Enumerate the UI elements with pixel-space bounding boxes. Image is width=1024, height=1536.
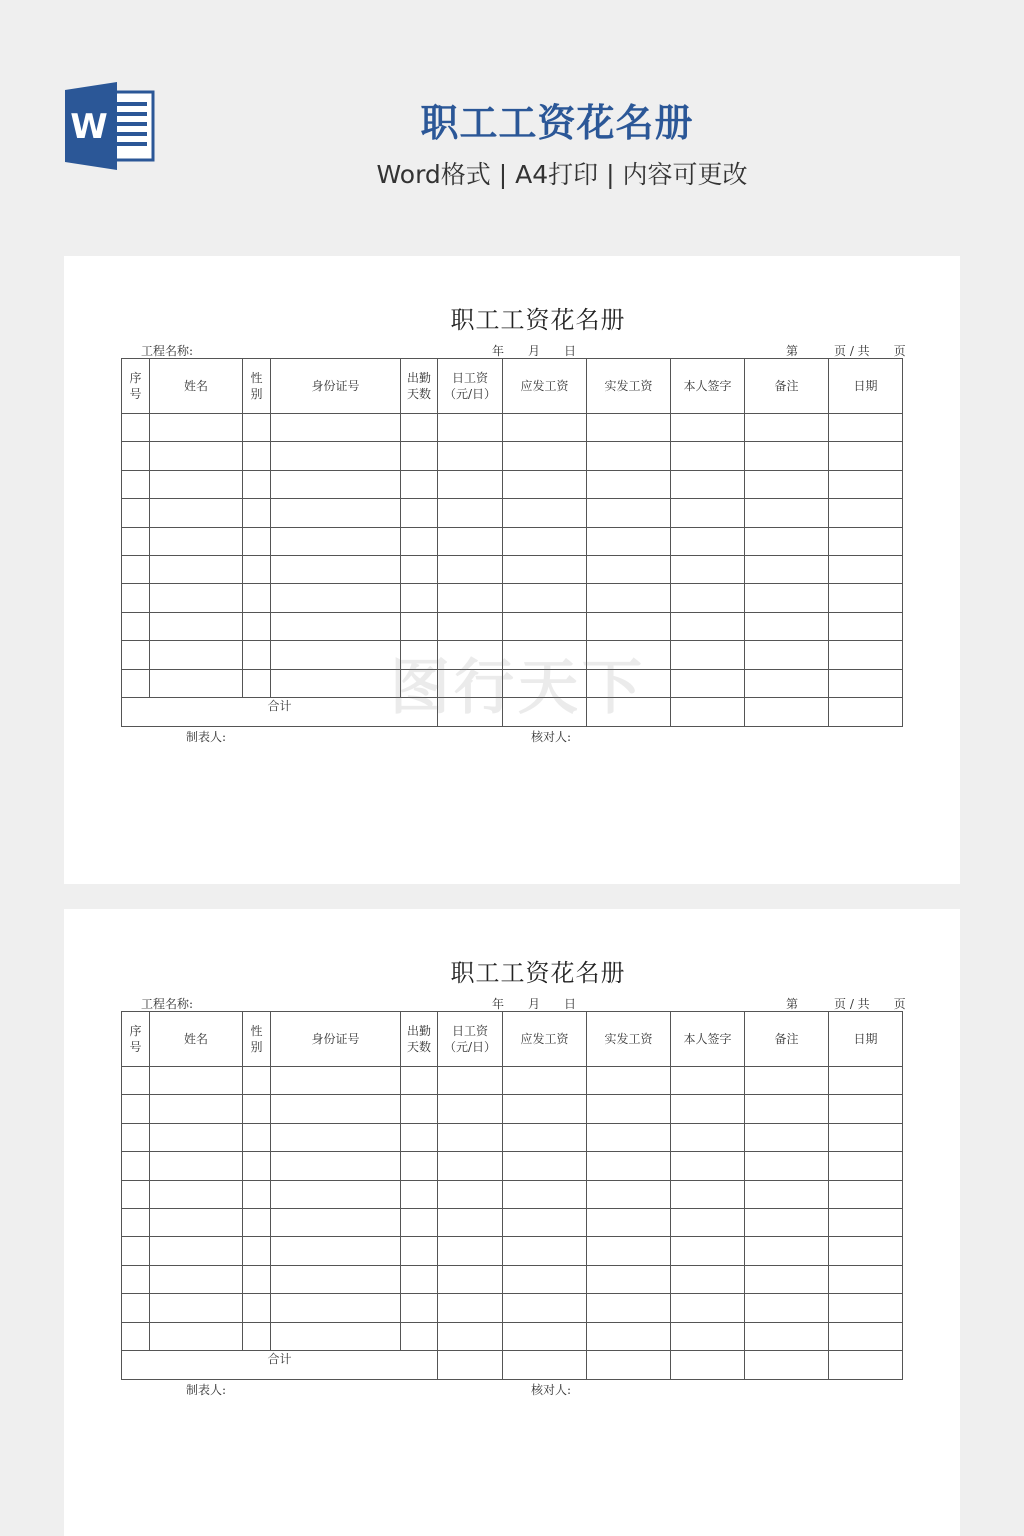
column-header: 日期 (829, 1012, 903, 1067)
table-cell[interactable] (587, 470, 671, 498)
column-header: 出勤 天数 (401, 359, 438, 414)
table-cell[interactable] (438, 1294, 503, 1322)
table-row (122, 1294, 903, 1322)
table-cell[interactable] (243, 1208, 271, 1236)
table-cell[interactable] (401, 1322, 438, 1350)
table-cell[interactable] (271, 1152, 401, 1180)
table-row (122, 414, 903, 442)
table-cell[interactable] (122, 1237, 150, 1265)
table-cell[interactable] (243, 1123, 271, 1151)
table-cell[interactable] (401, 555, 438, 583)
table-cell[interactable] (587, 555, 671, 583)
table-cell[interactable] (671, 527, 745, 555)
table-cell[interactable] (150, 612, 243, 640)
table-cell[interactable] (829, 1152, 903, 1180)
table-cell[interactable] (503, 1123, 587, 1151)
table-cell[interactable] (438, 1095, 503, 1123)
table-cell[interactable] (503, 527, 587, 555)
table-cell[interactable] (829, 1123, 903, 1151)
table-cell[interactable] (122, 470, 150, 498)
table-cell[interactable] (271, 1208, 401, 1236)
table-cell[interactable] (829, 1067, 903, 1095)
table-row (122, 442, 903, 470)
table-cell[interactable] (745, 499, 829, 527)
table-cell[interactable] (150, 1180, 243, 1208)
column-header: 序 号 (122, 359, 150, 414)
table-cell[interactable] (122, 442, 150, 470)
table-cell[interactable] (745, 1208, 829, 1236)
table-cell[interactable] (671, 612, 745, 640)
table-cell[interactable] (271, 669, 401, 697)
table-cell[interactable] (829, 555, 903, 583)
checker-label: 核对人: (531, 1383, 572, 1397)
table-cell[interactable] (150, 555, 243, 583)
table-cell[interactable] (271, 414, 401, 442)
table-cell[interactable] (438, 1322, 503, 1350)
table-cell[interactable] (122, 669, 150, 697)
table-cell[interactable] (438, 584, 503, 612)
sheet-page-1 (64, 256, 960, 884)
table-cell[interactable] (671, 1322, 745, 1350)
total-cell[interactable] (671, 1350, 745, 1379)
checker-label: 核对人: (531, 730, 572, 744)
table-cell[interactable] (150, 1265, 243, 1293)
table-cell[interactable] (671, 1294, 745, 1322)
table-cell[interactable] (503, 1152, 587, 1180)
table-cell[interactable] (243, 1322, 271, 1350)
table-cell[interactable] (503, 1208, 587, 1236)
table-cell[interactable] (503, 1067, 587, 1095)
table-cell[interactable] (745, 442, 829, 470)
table-cell[interactable] (671, 584, 745, 612)
table-cell[interactable] (829, 1095, 903, 1123)
table-cell[interactable] (745, 641, 829, 669)
table-cell[interactable] (271, 499, 401, 527)
table-cell[interactable] (671, 1237, 745, 1265)
table-cell[interactable] (587, 1322, 671, 1350)
table-cell[interactable] (243, 1180, 271, 1208)
svg-text:W: W (70, 107, 108, 147)
sheet-page-2 (64, 909, 960, 1536)
table-cell[interactable] (829, 1265, 903, 1293)
table-cell[interactable] (150, 1123, 243, 1151)
hero-title: 职工工资花名册 (420, 101, 694, 145)
table-cell[interactable] (271, 1180, 401, 1208)
table-cell[interactable] (671, 1095, 745, 1123)
total-cell[interactable] (587, 1350, 671, 1379)
table-cell[interactable] (122, 1180, 150, 1208)
table-cell[interactable] (587, 499, 671, 527)
table-cell[interactable] (829, 1294, 903, 1322)
table-cell[interactable] (150, 1294, 243, 1322)
total-cell[interactable] (829, 697, 903, 726)
table-cell[interactable] (503, 414, 587, 442)
table-cell[interactable] (401, 470, 438, 498)
table-cell[interactable] (122, 1294, 150, 1322)
table-cell[interactable] (271, 470, 401, 498)
table-row (122, 499, 903, 527)
table-cell[interactable] (587, 1095, 671, 1123)
table-cell[interactable] (587, 1208, 671, 1236)
total-label: 合计 (122, 1350, 438, 1379)
table-cell[interactable] (503, 442, 587, 470)
table-cell[interactable] (745, 1123, 829, 1151)
table-cell[interactable] (438, 1067, 503, 1095)
column-header: 本人签字 (671, 1012, 745, 1067)
column-header: 本人签字 (671, 359, 745, 414)
total-cell[interactable] (745, 697, 829, 726)
table-cell[interactable] (150, 584, 243, 612)
table-row (122, 1123, 903, 1151)
column-header: 实发工资 (587, 1012, 671, 1067)
table-cell[interactable] (401, 1123, 438, 1151)
table-cell[interactable] (829, 414, 903, 442)
table-cell[interactable] (150, 641, 243, 669)
table-cell[interactable] (122, 527, 150, 555)
column-header: 序 号 (122, 1012, 150, 1067)
table-cell[interactable] (150, 442, 243, 470)
preparer-label: 制表人: (186, 1383, 227, 1397)
table-cell[interactable] (829, 1180, 903, 1208)
table-cell[interactable] (671, 1123, 745, 1151)
table-row (122, 470, 903, 498)
table-cell[interactable] (243, 612, 271, 640)
table-cell[interactable] (243, 1067, 271, 1095)
table-cell[interactable] (438, 1152, 503, 1180)
table-cell[interactable] (122, 414, 150, 442)
table-cell[interactable] (122, 1123, 150, 1151)
table-cell[interactable] (438, 612, 503, 640)
table-cell[interactable] (829, 470, 903, 498)
table-cell[interactable] (671, 1180, 745, 1208)
table-cell[interactable] (745, 1152, 829, 1180)
table-cell[interactable] (401, 1180, 438, 1208)
table-row (122, 1180, 903, 1208)
table-cell[interactable] (243, 1265, 271, 1293)
table-cell[interactable] (438, 1180, 503, 1208)
table-cell[interactable] (271, 584, 401, 612)
table-cell[interactable] (438, 442, 503, 470)
table-cell[interactable] (122, 1152, 150, 1180)
table-cell[interactable] (503, 1095, 587, 1123)
table-cell[interactable] (122, 1265, 150, 1293)
column-header: 姓名 (150, 359, 243, 414)
table-cell[interactable] (438, 1123, 503, 1151)
table-cell[interactable] (745, 584, 829, 612)
table-cell[interactable] (271, 641, 401, 669)
table-cell[interactable] (243, 499, 271, 527)
column-header: 实发工资 (587, 359, 671, 414)
table-cell[interactable] (745, 1180, 829, 1208)
table-cell[interactable] (150, 669, 243, 697)
table-cell[interactable] (745, 470, 829, 498)
column-header: 性 别 (243, 359, 271, 414)
table-cell[interactable] (401, 1237, 438, 1265)
table-cell[interactable] (829, 527, 903, 555)
table-row (122, 1322, 903, 1350)
watermark: 图行天下 (390, 653, 646, 723)
page-label: 第 页 / 共 页 (786, 344, 906, 358)
table-cell[interactable] (438, 1265, 503, 1293)
word-icon (65, 82, 155, 170)
table-cell[interactable] (671, 499, 745, 527)
table-cell[interactable] (503, 584, 587, 612)
table-row (122, 555, 903, 583)
table-cell[interactable] (587, 612, 671, 640)
table-cell[interactable] (745, 555, 829, 583)
total-cell[interactable] (438, 1350, 503, 1379)
table-cell[interactable] (122, 641, 150, 669)
table-cell[interactable] (745, 612, 829, 640)
column-header: 身份证号 (271, 1012, 401, 1067)
table-cell[interactable] (829, 1208, 903, 1236)
table-cell[interactable] (271, 1123, 401, 1151)
table-cell[interactable] (401, 499, 438, 527)
table-cell[interactable] (829, 1237, 903, 1265)
table-cell[interactable] (243, 1095, 271, 1123)
table-cell[interactable] (271, 1095, 401, 1123)
table-cell[interactable] (243, 442, 271, 470)
table-cell[interactable] (271, 612, 401, 640)
table-cell[interactable] (150, 1322, 243, 1350)
table-cell[interactable] (587, 442, 671, 470)
project-name-label: 工程名称: (141, 997, 194, 1011)
table-cell[interactable] (745, 669, 829, 697)
table-cell[interactable] (587, 1237, 671, 1265)
table-cell[interactable] (122, 584, 150, 612)
table-cell[interactable] (671, 1152, 745, 1180)
table-cell[interactable] (438, 414, 503, 442)
table-cell[interactable] (503, 499, 587, 527)
table-cell[interactable] (122, 1095, 150, 1123)
table-cell[interactable] (745, 414, 829, 442)
table-row (122, 1095, 903, 1123)
table-cell[interactable] (243, 527, 271, 555)
table-cell[interactable] (671, 442, 745, 470)
project-name-label: 工程名称: (141, 344, 194, 358)
column-header: 日期 (829, 359, 903, 414)
table-cell[interactable] (671, 414, 745, 442)
date-label: 年 月 日 (492, 997, 577, 1011)
table-cell[interactable] (587, 1123, 671, 1151)
date-label: 年 月 日 (492, 344, 577, 358)
table-row (122, 1152, 903, 1180)
table-cell[interactable] (243, 555, 271, 583)
table-cell[interactable] (243, 1237, 271, 1265)
table-cell[interactable] (150, 527, 243, 555)
table-cell[interactable] (587, 1265, 671, 1293)
table-cell[interactable] (503, 1237, 587, 1265)
table-cell[interactable] (587, 527, 671, 555)
table-cell[interactable] (401, 1208, 438, 1236)
preparer-label: 制表人: (186, 730, 227, 744)
table-cell[interactable] (243, 1152, 271, 1180)
total-row (122, 1350, 903, 1379)
table-cell[interactable] (122, 1322, 150, 1350)
table-cell[interactable] (503, 612, 587, 640)
table-cell[interactable] (671, 1067, 745, 1095)
table-cell[interactable] (503, 470, 587, 498)
column-header: 姓名 (150, 1012, 243, 1067)
table-cell[interactable] (671, 1208, 745, 1236)
table-cell[interactable] (671, 1265, 745, 1293)
table-cell[interactable] (401, 1152, 438, 1180)
table-cell[interactable] (745, 1237, 829, 1265)
table-cell[interactable] (150, 1067, 243, 1095)
page-label: 第 页 / 共 页 (786, 997, 906, 1011)
table-cell[interactable] (271, 555, 401, 583)
table-cell[interactable] (671, 470, 745, 498)
table-cell[interactable] (401, 584, 438, 612)
table-cell[interactable] (829, 442, 903, 470)
column-header: 出勤 天数 (401, 1012, 438, 1067)
table-cell[interactable] (745, 1294, 829, 1322)
table-cell[interactable] (401, 1095, 438, 1123)
table-cell[interactable] (438, 527, 503, 555)
column-header: 日工资 （元/日） (438, 1012, 503, 1067)
table-cell[interactable] (243, 1294, 271, 1322)
payroll-table (121, 1011, 903, 1380)
table-cell[interactable] (401, 1265, 438, 1293)
table-cell[interactable] (150, 499, 243, 527)
table-cell[interactable] (829, 499, 903, 527)
hero-subtitle: Word格式 | A4打印 | 内容可更改 (376, 160, 748, 189)
table-cell[interactable] (122, 1067, 150, 1095)
table-cell[interactable] (243, 584, 271, 612)
table-cell[interactable] (150, 1095, 243, 1123)
table-cell[interactable] (122, 555, 150, 583)
sheet-title: 职工工资花名册 (450, 306, 626, 334)
table-cell[interactable] (122, 612, 150, 640)
table-cell[interactable] (122, 1208, 150, 1236)
table-cell[interactable] (271, 1322, 401, 1350)
column-header: 应发工资 (503, 359, 587, 414)
table-cell[interactable] (829, 584, 903, 612)
table-cell[interactable] (745, 1265, 829, 1293)
table-cell[interactable] (401, 414, 438, 442)
header-row (122, 1012, 903, 1067)
table-row (122, 1265, 903, 1293)
table-cell[interactable] (122, 499, 150, 527)
table-cell[interactable] (243, 669, 271, 697)
table-cell[interactable] (503, 555, 587, 583)
column-header: 日工资 （元/日） (438, 359, 503, 414)
table-row (122, 1208, 903, 1236)
table-cell[interactable] (438, 555, 503, 583)
table-cell[interactable] (271, 1237, 401, 1265)
column-header: 备注 (745, 359, 829, 414)
table-cell[interactable] (503, 1294, 587, 1322)
total-cell[interactable] (745, 1350, 829, 1379)
table-row (122, 1067, 903, 1095)
table-cell[interactable] (243, 414, 271, 442)
table-cell[interactable] (587, 414, 671, 442)
table-cell[interactable] (243, 641, 271, 669)
table-cell[interactable] (829, 669, 903, 697)
table-cell[interactable] (150, 1237, 243, 1265)
table-cell[interactable] (587, 584, 671, 612)
table-cell[interactable] (587, 1180, 671, 1208)
table-cell[interactable] (438, 470, 503, 498)
table-cell[interactable] (438, 1208, 503, 1236)
table-cell[interactable] (401, 442, 438, 470)
table-cell[interactable] (829, 612, 903, 640)
table-cell[interactable] (150, 470, 243, 498)
table-cell[interactable] (401, 1067, 438, 1095)
table-row (122, 612, 903, 640)
total-cell[interactable] (829, 1350, 903, 1379)
table-cell[interactable] (271, 442, 401, 470)
table-row (122, 584, 903, 612)
table-cell[interactable] (671, 555, 745, 583)
table-cell[interactable] (587, 1067, 671, 1095)
column-header: 性 别 (243, 1012, 271, 1067)
total-cell[interactable] (503, 1350, 587, 1379)
table-cell[interactable] (401, 1294, 438, 1322)
table-cell[interactable] (671, 641, 745, 669)
table-cell[interactable] (150, 1208, 243, 1236)
total-label: 合计 (122, 697, 438, 726)
table-cell[interactable] (150, 1152, 243, 1180)
column-header: 应发工资 (503, 1012, 587, 1067)
table-cell[interactable] (587, 1152, 671, 1180)
table-row (122, 1237, 903, 1265)
table-cell[interactable] (150, 414, 243, 442)
table-cell[interactable] (401, 527, 438, 555)
column-header: 备注 (745, 1012, 829, 1067)
table-cell[interactable] (271, 1067, 401, 1095)
table-cell[interactable] (438, 1237, 503, 1265)
table-cell[interactable] (503, 1322, 587, 1350)
column-header: 身份证号 (271, 359, 401, 414)
header-row (122, 359, 903, 414)
table-cell[interactable] (671, 669, 745, 697)
table-cell[interactable] (829, 641, 903, 669)
table-cell[interactable] (587, 1294, 671, 1322)
table-row (122, 527, 903, 555)
table-cell[interactable] (271, 527, 401, 555)
table-cell[interactable] (745, 1322, 829, 1350)
table-cell[interactable] (829, 1322, 903, 1350)
total-cell[interactable] (671, 697, 745, 726)
table-cell[interactable] (745, 527, 829, 555)
table-cell[interactable] (503, 1180, 587, 1208)
table-cell[interactable] (438, 499, 503, 527)
sheet-title: 职工工资花名册 (450, 959, 626, 987)
table-cell[interactable] (271, 1294, 401, 1322)
table-cell[interactable] (401, 612, 438, 640)
table-cell[interactable] (745, 1067, 829, 1095)
table-cell[interactable] (503, 1265, 587, 1293)
table-cell[interactable] (271, 1265, 401, 1293)
table-cell[interactable] (745, 1095, 829, 1123)
table-cell[interactable] (243, 470, 271, 498)
